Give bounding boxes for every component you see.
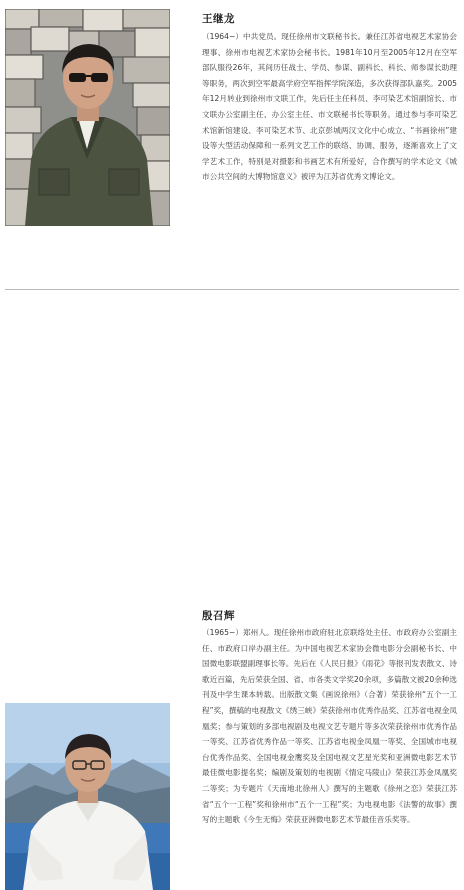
profile-yin-zhaohui (0, 292, 464, 825)
profile-wang-jilong (0, 0, 464, 290)
person-biography: （1964~）中共党员。现任徐州市文联秘书长。兼任江苏省电视艺术家协会理事、徐州市电视艺术家协会秘书长。1981年10月至2005年12月在空军部队服役26年，其间历任战士、学员、参谋、副科长、科长、师参谋长助理等职务，两次到空军最高学府空军指挥学院深造，多次获得部队嘉奖。2005年12月转业到徐州市文联工作，先后任主任科员、李可染艺术馆副馆长、市文联办公室副主任、办公室主任、市文联秘书长等职务。通过参与李可染艺术馆新馆建设、李可染艺术节、北京彭城两汉文化中心成立、“书画徐州”建设等大型活动保障和一系列文艺工作的联络、协调、服务，逐渐喜欢上了文学艺术工作，特别是对摄影和书画艺术有所爱好，合作撰写的学术论文《城市公共空间的大博物馆意义》被评为江苏省优秀文博论文。 (202, 32, 457, 182)
portrait-photo-2 (5, 703, 170, 890)
person-name: 王继龙 (202, 13, 235, 25)
portrait-photo-1 (5, 9, 170, 226)
person-name: 殷召辉 (202, 610, 235, 622)
person-biography: （1965~）郑州人。现任徐州市政府驻北京联络处主任、市政府办公室副主任、市政府口岸办副主任。为中国电视艺术家协会微电影分会副秘书长、中国微电影联盟副理事长等。先后在《人民日报》《雨花》等报刊发表散文、诗歌近百篇，先后荣获全国、省、市各类文学奖20余项，多篇散文被20余种选刊及中学生课本转载。出版散文集《画说徐州》（合著）荣获徐州“五个一工程”奖，撰稿的电视散文《绣三峡》荣获徐州市优秀作品奖、江苏省电视金凤凰奖；参与策划的多部电视剧及电视文艺专题片等多次荣获徐州市优秀作品一等奖、江苏省优秀作品一等奖、江苏省电视金凤凰一等奖、全国城市电视台优秀作品奖、全国电视金鹰奖及全国电视文艺星光奖和亚洲微电影艺术节最佳微电影提名奖；编剧及策划的电视剧《情定马陵山》荣获江苏金凤凰奖二等奖；为专题片《天南地北徐州人》撰写的主题歌《徐州之恋》荣获江苏省“五个一工程”奖和徐州市“五个一工程”奖；为电视电影《法警的故事》撰写的主题歌《今生无悔》荣获亚洲微电影艺术节最佳音乐奖等。 (202, 628, 457, 825)
section-divider (5, 289, 459, 290)
